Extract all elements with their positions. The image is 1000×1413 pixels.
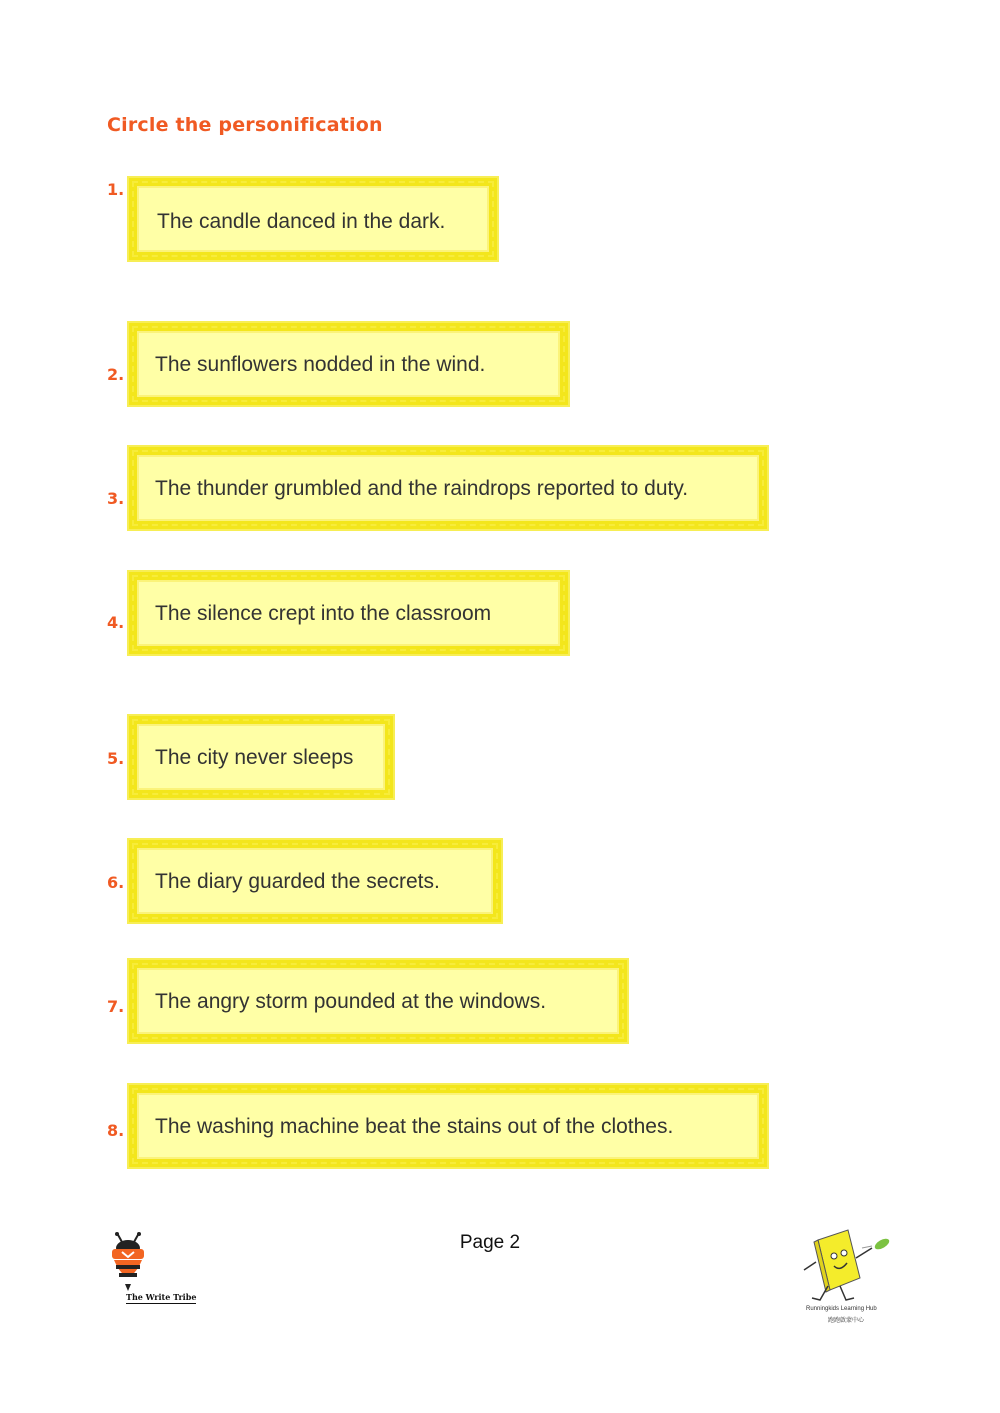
- item-number: 1.: [107, 180, 125, 199]
- worksheet-title: Circle the personification: [107, 114, 383, 136]
- sentence-text: The silence crept into the classroom: [155, 602, 492, 625]
- item-number: 4.: [107, 613, 125, 632]
- sentence-text: The angry storm pounded at the windows.: [155, 990, 547, 1013]
- running-book-icon: [800, 1228, 900, 1306]
- sentence-box[interactable]: [129, 178, 497, 260]
- sentence-box[interactable]: [129, 447, 767, 529]
- sentence-box[interactable]: [129, 323, 568, 405]
- item-number: 8.: [107, 1121, 125, 1140]
- item-number: 2.: [107, 365, 125, 384]
- write-tribe-caption: The Write Tribe: [126, 1292, 197, 1302]
- learning-hub-caption-chinese: 跑跑啟蒙中心: [828, 1318, 865, 1324]
- sentence-text: The city never sleeps: [155, 746, 354, 769]
- sentence-text: The thunder grumbled and the raindrops reported to duty.: [155, 477, 689, 500]
- sentence-text: The candle danced in the dark.: [157, 210, 446, 233]
- item-number: 6.: [107, 873, 125, 892]
- sentence-box[interactable]: [129, 572, 568, 654]
- sentence-text: The washing machine beat the stains out of the clothes.: [155, 1115, 674, 1138]
- bee-icon: [108, 1232, 178, 1294]
- write-tribe-logo: [108, 1232, 218, 1312]
- sentence-box[interactable]: [129, 960, 627, 1042]
- sentence-box[interactable]: [129, 1085, 767, 1167]
- learning-hub-caption: Runningkids Learning Hub: [806, 1306, 877, 1312]
- sentence-text: The diary guarded the secrets.: [155, 870, 440, 893]
- page-number: Page 2: [459, 1232, 521, 1253]
- item-number: 5.: [107, 749, 125, 768]
- item-number: 7.: [107, 997, 125, 1016]
- learning-hub-logo: [800, 1228, 900, 1328]
- sentence-box[interactable]: [129, 840, 501, 922]
- item-number: 3.: [107, 489, 125, 508]
- sentence-box[interactable]: [129, 716, 393, 798]
- sentence-text: The sunflowers nodded in the wind.: [155, 353, 486, 376]
